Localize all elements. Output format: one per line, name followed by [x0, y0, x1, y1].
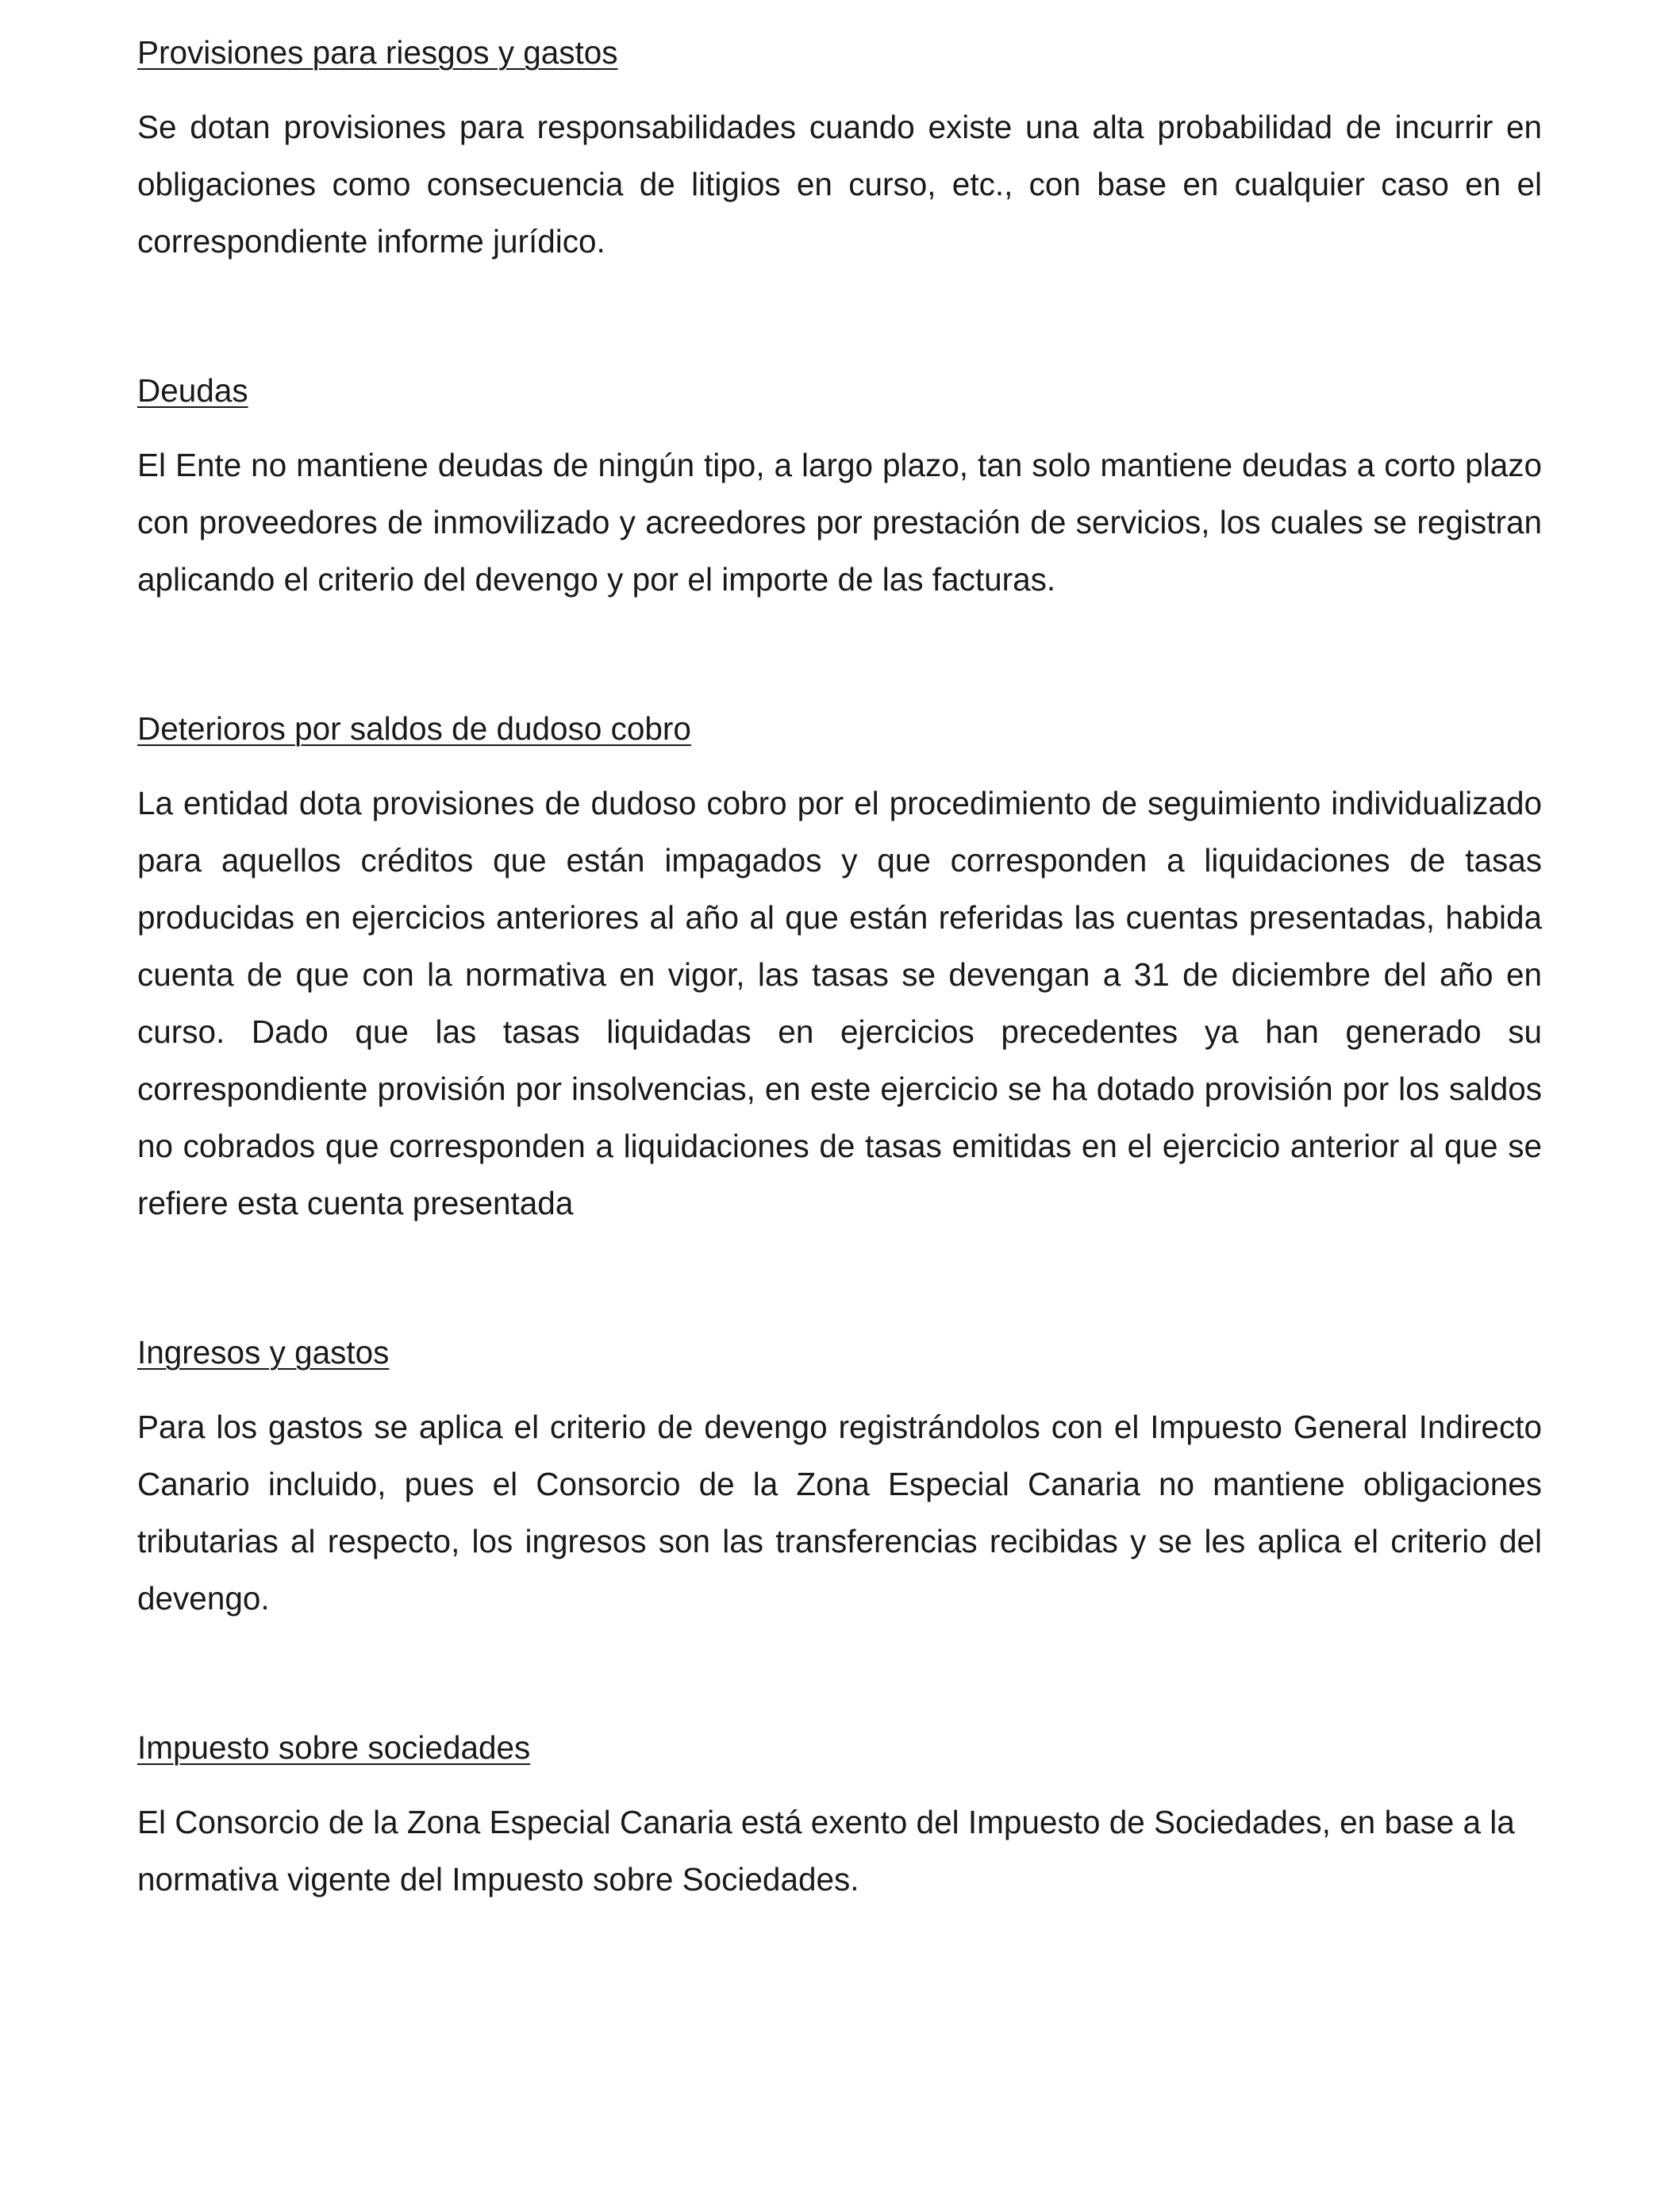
section-body: La entidad dota provisiones de dudoso cobro por el procedimiento de seguimiento individualizado para aquellos créditos que están impagados y que corresponden a liquidaciones de tasas producidas en ejercicios anteriores al año al que están referidas las cuentas presentadas, habida cuenta de que con la normativa en vigor, las tasas se devengan a 31 de diciembre del año en curso. Dado que las tasas liquidadas en ejercicios precedentes ya han generado su correspondiente provisión por insolvencias, en este ejercicio se ha dotado provisión por los saldos no cobrados que corresponden a liquidaciones de tasas emitidas en el ejercicio anterior al que se refiere esta cuenta presentada — [137, 785, 1542, 1221]
section-body: Para los gastos se aplica el criterio de devengo registrándolos con el Impuesto General Indirecto Canario incluido, pues el Consorcio de la Zona Especial Canaria no mantiene obligaciones tributarias al respecto, los ingresos son las transferencias recibidas y se les aplica el criterio del devengo. — [137, 1409, 1542, 1617]
section-deudas — [137, 362, 1542, 608]
section-heading: Provisiones para riesgos y gastos — [137, 34, 618, 71]
section-provisiones — [137, 24, 1542, 270]
section-deterioros — [137, 700, 1542, 1232]
section-body: El Ente no mantiene deudas de ningún tipo, a largo plazo, tan solo mantiene deudas a corto plazo con proveedores de inmovilizado y acreedores por prestación de servicios, los cuales se registran aplicando el criterio del devengo y por el importe de las facturas. — [137, 447, 1542, 598]
section-heading: Impuesto sobre sociedades — [137, 1729, 531, 1766]
section-ingresos-gastos — [137, 1324, 1542, 1627]
document-page — [137, 24, 1542, 1908]
section-heading: Deudas — [137, 372, 248, 409]
section-heading: Ingresos y gastos — [137, 1334, 390, 1371]
section-impuesto-sociedades — [137, 1719, 1542, 1908]
section-body: Se dotan provisiones para responsabilidades cuando existe una alta probabilidad de incurrir en obligaciones como consecuencia de litigios en curso, etc., con base en cualquier caso en el correspondiente informe jurídico. — [137, 109, 1542, 260]
section-body: El Consorcio de la Zona Especial Canaria está exento del Impuesto de Sociedades, en base a la normativa vigente del Impuesto sobre Sociedades. — [137, 1804, 1515, 1897]
section-heading: Deterioros por saldos de dudoso cobro — [137, 710, 691, 747]
